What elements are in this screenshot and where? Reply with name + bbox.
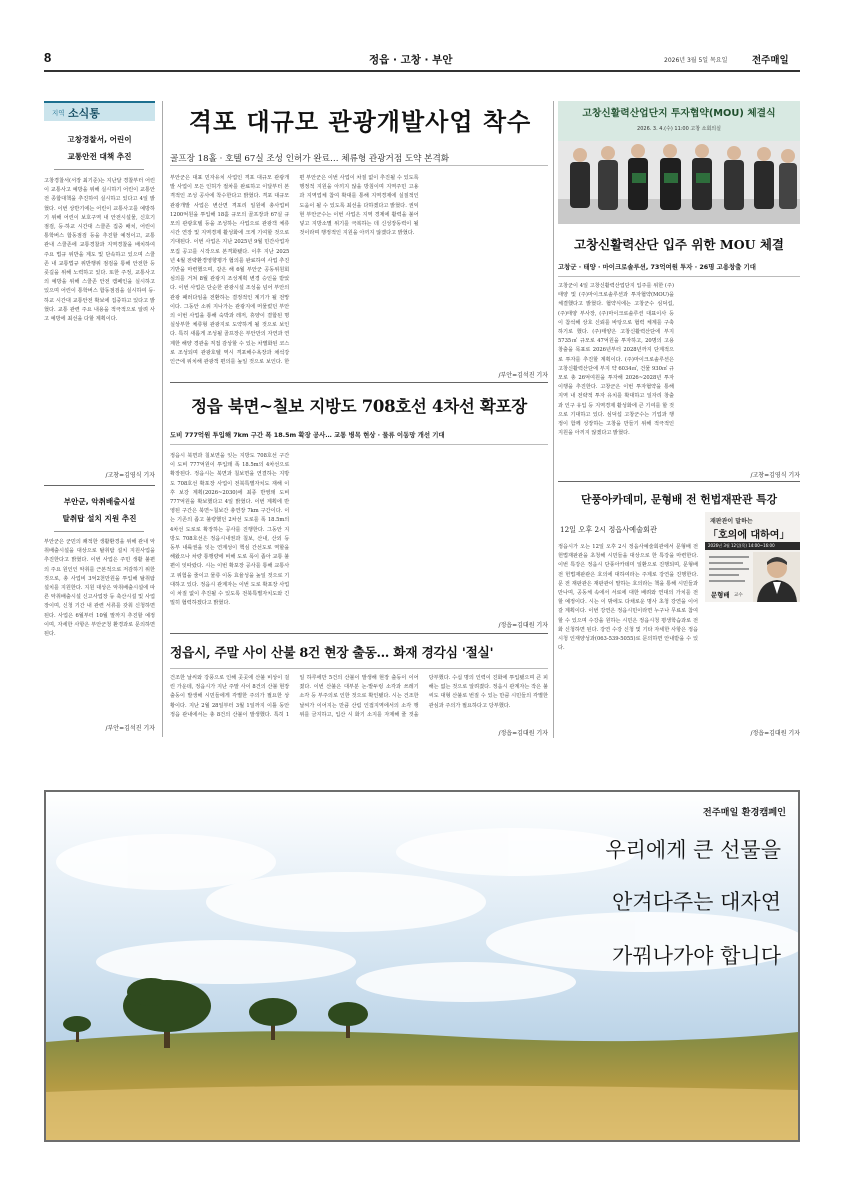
person-2 [598,146,618,210]
mou-byline: /고창=김영식 기자 [750,472,800,479]
sidebar-item-1-body: 고창경찰서(서장 최기준)는 지난달 경찰부터 어린이 교통사고 예방을 위해 실시하기 어린이 교통안전 종합대책을 추진하여 실시하고 있다고 4일 밝혔다. 이번 상반기에는 어린이 교통사고를 예방하기 위해 어린이 보호구역 내 안전시설물, 신호기 점검, 등·하교 시간대 스쿨존 집중 배치, 어린이 통학버스 합동점검 등을 추진할 예정이고, 교통 관내 스쿨존에 교통경찰과 지역경찰을 배치하여 주요 법규 위반을 계도 및 단속하고 있으며 스쿨존 내 교통법규 위반행위 점검을 통해 안전한 등굣길을 위해 노력하고 있다. 또한 주정, 교통사고의 예방을 위해 스쿨존 안전 캠페인을 실시하고 있으며 어린이 통학버스 합동점검을 실시하여 등·하교 시간대 교통안전 확보에 집중하고 있다고 밝혔다. 교통 관련 주요 내용을 적극적으로 알려 사고 예방에 최선을 다할 계획이다. [44,178,155,323]
sidebar [44,101,155,737]
poster-title: 「호의에 대하여」 [708,530,790,541]
mou-subhead-rule [558,276,800,277]
campaign-ad [44,790,800,1142]
page-number: 8 [44,50,52,65]
header-rule [44,70,800,72]
campaign-label: 전주매일 환경캠페인 [702,807,786,818]
mou-photo-banner: 고창신활력산업단지 투자협약(MOU) 체결식 [582,108,776,119]
person-1 [570,148,590,208]
fire-headline-rule [170,668,548,669]
road-headline: 정읍 북면~칠보 지방도 708호선 4차선 확포장 [191,397,527,416]
mou-photo-people [558,139,800,224]
lead-byline: /부안=김석진 기자 [498,372,548,379]
person-6 [724,146,744,210]
person-7 [754,147,774,209]
mou-headline: 고창신활력산단 입주 위한 MOU 체결 [573,237,784,252]
sidebar-item-1-title: 고창경찰서, 어린이 교통안전 대책 추진 [67,135,132,161]
lecture-subhead: 12일 오후 2시 정읍사예술회관 [560,525,657,534]
road-body: 정읍시 북면과 칠보면을 잇는 지방도 708호선 구간이 도비 777억원이 투입돼 폭 18.5m의 4차선으로 확장된다. 정읍시는 북면과 칠보면을 연결하는 지방도 708호선 확포장 사업이 전북특별자치도 재해 이후 보강 계획(2026~2030)에 최종 반영돼 도비 777억원을 확보했다고 4일 밝혔다. 이번 계획에 반영된 구간은 북면~칠보간 총연장 7km 구간이다. 이는 기존의 좁고 불량했던 2차선 도로를 폭 18.5m의 4차선 도로로 확장하는 공사를 진행한다. 그동안 지방도 708호선은 정읍시내권과 칠보, 산내, 산외 등 동부 내륙권을 잇는 연계성이 핵심 간선도로 역할을 해왔으나 차량 통행량에 비해 도로 폭이 좁아 교통 불편이 잇따랐다. 시는 이번 확포장 공사를 통해 교통사고 위험을 줄이고 물류 이동 효율성을 높일 것으로 기대하고 있다. 정읍시 관계자는 이번 도로 확포장 사업이 차질 없이 추진될 수 있도록 전북특별자치도와 긴밀히 협력하겠다고 밝혔다. [170,453,290,607]
sidebar-tag-title: 소식통 [68,107,100,120]
poster-date: 2026년 3월 12일(목) 14:00~16:00 [708,543,775,548]
lead-subhead: 골프장 18홀 · 호텔 67실 조성 인허가 완료… 체류형 관광거점 도약 본격화 [170,154,450,164]
mou-photo [558,101,800,224]
person-3 [628,144,648,210]
poster-info-lines [709,556,749,582]
poster-date-bar [705,542,800,550]
fire-headline: 정읍시, 주말 사이 산불 8건 현장 출동… 화재 경각심 '절실' [170,646,494,661]
mou-subhead: 고창군 · 태양 · 마이크로솔루션, 73억여원 투자 · 26명 고용창출 기대 [558,263,756,271]
sidebar-item-2-rule [54,531,144,532]
mou-photo-subline: 2026. 3. 4.(수) 11:00 고창 소회의실 [637,126,721,132]
sidebar-item-1-byline: /고창=김영식 기자 [105,472,155,479]
campaign-line-2: 안겨다주는 대자연 [612,890,781,914]
poster-top-label: 재판관이 말하는 [710,518,753,525]
sidebar-separator [162,101,163,737]
person-5 [692,144,712,210]
road-subhead-rule [170,444,548,445]
sidebar-item-2-title: 부안군, 악취배출시설 탈취탑 설치 지원 추진 [62,497,137,523]
sidebar-tag [44,101,155,121]
person-4 [660,144,681,210]
lecture-body-col2 [705,605,800,723]
poster-name: 문형배 [711,591,730,599]
sidebar-item-2-body: 부안군은 군민의 쾌적한 생활환경을 위해 관내 악취배출시설을 대상으로 탈취탑 설치 지원사업을 추진한다고 밝혔다. 이번 사업은 주민 생활 불편의 주요 원인인 악취를 근본적으로 저감하기 위한 것으로, 총 사업비 3억2천만원을 투입해 탈취탑 설치를 지원한다. 지원 대상은 악취배출시설에 따른 악취배출시설 신고사업장 등 축산시설 및 사업장이며, 신청 기간 내 관련 서류를 갖춰 신청하면 된다. 사업은 6월부터 10월 말까지 추진할 예정이며, 자세한 사항은 부안군청 환경과로 문의하면 된다. [44,539,155,638]
issue-date: 2026년 3월 5일 목요일 [664,57,728,64]
lecture-headline: 단풍아카데미, 문형배 전 헌법재판관 특강 [580,493,778,506]
poster-role: 교수 [734,593,743,598]
fire-top-rule [170,633,548,634]
lecture-byline: /정읍=김대원 기자 [750,730,800,737]
section-name: 정읍 · 고창 · 부안 [369,54,453,66]
paper-name: 전주매일 [752,55,789,66]
road-top-rule [170,382,548,383]
sidebar-divider [44,485,155,486]
lead-headline: 격포 대규모 관광개발사업 착수 [188,108,532,136]
poster-portrait [753,552,800,602]
campaign-line-1: 우리에게 큰 선물을 [605,838,781,862]
sidebar-item-1-rule [54,169,144,170]
mou-body: 고창군이 4일 고창신활력산업단지 입주를 위한 (주)태양 및 (주)마이크로솔루션과 투자협약(MOU)을 체결했다고 밝혔다. 협약식에는 고창군수 심덕섭, (주)태양 부사장, (주)마이크로솔루션 대표이사 등이 참석해 상호 신뢰를 바탕으로 협력 체계를 구축하기로 했다. (주)태양은 고창신활력산단에 부지 5735㎡ 규모로 47억원을 투자하고, 20명의 고용 창출을 목표로 2026년부터 2028년까지 단계적으로 투자를 추진할 계획이다. (주)마이크로솔루션은 고창신활력산단에 부지 약 6034㎡, 건물 930㎡ 규모로 총 26억여원을 투자해 2026~2028년 투자 이행을 추진한다. 고창군은 이번 투자협약을 통해 지역 내 전략적 투자 유치를 확대하고 일자리 창출과 인구 유입 등 지역경제 활성화에 큰 기여를 할 것으로 기대하고 있다. 심덕섭 고창군수는 기업과 행정이 함께 성장하는 고창을 만들기 위해 적극적인 지원을 아끼지 않겠다고 밝혔다. [558,283,674,437]
lead-body: 부안군은 대표 민자유치 사업인 격포 대규모 관광개발 사업이 모든 인허가 절차를 완료하고 이달부터 본격적인 조성 공사에 착수한다고 밝혔다. 격포 대규모 관광개발 사업은 변산면 격포리 일원에 총사업비 1200억원을 투입해 18홀 규모의 골프장과 67실 규모의 관광호텔 등을 조성하는 사업으로 관광객 체류 시간 연장 및 지역경제 활성화에 크게 기여할 것으로 기대된다. 이번 사업은 지난 2025년 9월 민간사업자 모집 공고를 시작으로 본격화됐다. 이후 지난 2025년 4월 전략환경영향평가 협의를 완료하여 사업 추진 기반을 마련했으며, 같은 해 6월 부안군 공동위원회 심의를 거쳐 8월 관광지 조성계획 변경 승인을 받았다. 이번 사업은 단순한 관광시설 조성을 넘어 부안의 관광 패러다임을 전환하는 결정적인 계기가 될 전망이다. 그동안 소위 지나가는 관광지에 머물렀던 부안의 이번 사업을 통해 숙박과 레저, 휴양이 결합된 명실상부한 체류형 관광지로 도약하게 될 것으로 보인다. 특히 새롭게 조성될 골프장은 부안만의 자연과 연계한 해양 경관을 직접 감상할 수 있는 차별화된 코스로 조성되며 관광호텔 역시 격포해수욕장과 채석강 인근에 위치해 관광객 편의를 높일 것으로 보인다. 한편 부안군은 이번 사업이 차질 없이 추진될 수 있도록 행정적 지원을 아끼지 않을 방침이며 지역주민 고용과 지역업체 참여 확대를 통해 지역경제에 실질적인 도움이 될 수 있도록 최선을 다하겠다고 밝혔다. 권익현 부안군수는 이번 사업은 지역 경제에 활력을 불어넣고 지방소멸 위기를 극복하는 데 신성장동력이 될 것이라며 행정적인 지원을 아끼지 않겠다고 밝혔다. [170,175,419,366]
lead-subhead-rule [170,165,548,166]
fire-body: 건조한 날씨와 강풍으로 인해 곳곳에 산불 비상이 걸린 가운데, 정읍시가 지난 주말 사이 8건의 산불 현장 출동이 발생해 시민들에게 각별한 주의가 필요한 상황이다. 지난 2월 28일부터 3월 1일까지 이틀 동안 정읍 관내에서는 총 8건의 산불이 발생했다. 특히 1일 하루에만 5건의 산불이 발생해 현장 출동이 이어졌다. 이번 산불은 대부분 논·밭두렁 소각과 쓰레기 소각 등 부주의로 인한 것으로 확인됐다. 시는 건조한 날씨가 이어지는 만큼 산림 인접지역에서의 소각 행위를 금지하고, 입산 시 화기 소지를 자제해 줄 것을 당부했다. 수십 명의 인력이 진화에 투입됐으며 큰 피해는 없는 것으로 알려졌다. 정읍시 관계자는 작은 불씨도 대형 산불로 번질 수 있는 만큼 시민들의 각별한 관심과 주의가 필요하다고 당부했다. [170,675,548,718]
sidebar-tag-label: 지역 [52,109,65,117]
person-8 [779,149,797,209]
lecture-poster [705,512,800,602]
mou-bottom-rule [558,481,800,482]
campaign-line-3: 가꿔나가야 합니다 [612,944,781,968]
col-separator [553,101,554,738]
sidebar-item-2-byline: /부안=김석진 기자 [105,725,155,732]
road-byline: /정읍=김대원 기자 [498,622,548,629]
fire-byline: /정읍=김대원 기자 [498,730,548,737]
road-subhead: 도비 777억원 투입해 7km 구간 폭 18.5m 확장 공사… 교통 병목 현상 · 물류 이동망 개선 기대 [170,431,445,439]
lecture-body-col1: 정읍시가 오는 12일 오후 2시 정읍사예술회관에서 문형배 전 헌법재판관을 초청해 시민들을 대상으로 한 특강을 마련한다. 이번 특강은 정읍시 단풍아카데미 일환으로 진행되며, 문형배 전 헌법재판관은 호의에 대하여라는 주제로 강연을 진행한다. 문 전 재판관은 재판관이 말하는 호의라는 책을 통해 시민들과 만나며, 공동체 속에서 서로에 대한 배려와 연대의 가치를 전할 예정이다. 시는 이 밖에도 다채로운 명사 초청 강연을 이어갈 계획이다. 이번 강연은 정읍시민이라면 누구나 무료로 참여할 수 있으며 수강을 원하는 시민은 정읍시청 평생학습과로 전화 신청하면 된다. 강연 수강 신청 및 기타 자세한 사항은 정읍시청 인재양성과(063-539-5055)로 문의하면 안내받을 수 있다. [558,544,698,652]
page-header [44,50,800,68]
